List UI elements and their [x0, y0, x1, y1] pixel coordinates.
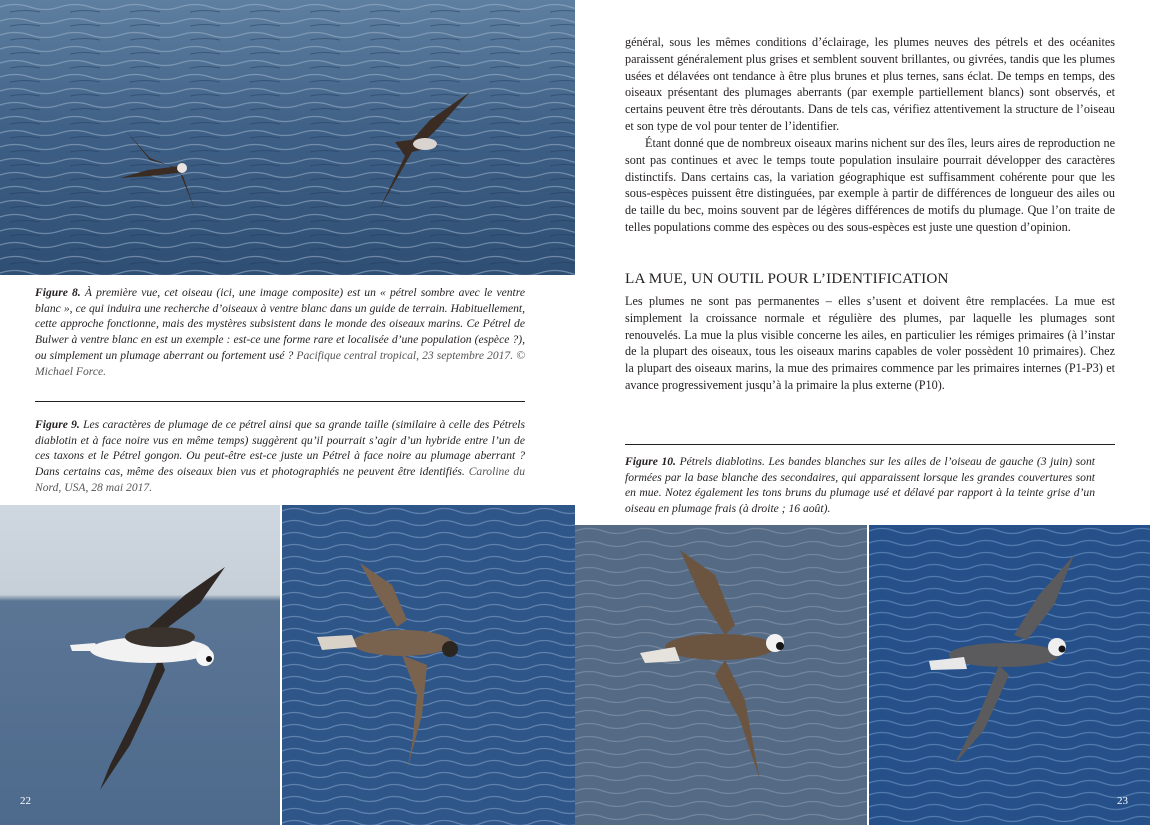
page-number-left: 22 — [20, 795, 31, 807]
divider-rule — [35, 401, 525, 402]
page-number-right: 23 — [1117, 795, 1128, 807]
figure-10-rule — [625, 444, 1115, 445]
figure-9-text: Les caractères de plumage de ce pétrel ainsi que sa grande taille (similaire à celle des Pétrels diablotin et à face noire vus en même temps) suggèrent qu’il pourrait s’agir d’un hybride entre l’un de ces taxons et le Pétrel gongon. Ou peut-être est-ce juste un Pétrel à face noire au plumage aberrant ? Dans certains cas, même des oiseaux bien vus et photographiés ne peuvent être identifiés. — [35, 418, 525, 479]
body-paragraph-3: Les plumes ne sont pas permanentes – elles s’usent et doivent être remplacées. La mue est simplement la croissance normale et régulière des plumes, par laquelle les plumages sont renouvelés. La mue la plus visible concerne les ailes, en particulier les rémiges primaires (à l’instar de la plupart des oiseaux, tous les oiseaux marins capables de voler possèdent 10 primaires). Chez la plupart des oiseaux marins, la mue des primaires commence par les primaires internes (P1-P3) et avance progressivement jusqu’à la primaire la plus externe (P10). — [625, 294, 1115, 392]
figure-10-photo-right — [869, 525, 1150, 825]
figure-9-credit: Caroline du Nord, USA, 28 mai 2017. — [35, 465, 525, 494]
body-paragraph-1: général, sous les mêmes conditions d’éclairage, les plumes neuves des pétrels et des océanites paraissent généralement plus grises et semblent souvent brillantes, ou givrées, tandis que les plumes usées et délavées ont tendance à être plus brunes et plus ternes, sans éclat. De temps en temps, des oiseaux présentant des plumages aberrants (par exemple partiellement blancs) sont observés, et certains peuvent être très déroutants. Dans de tels cas, vérifiez attentivement la structure de l’oiseau et son type de vol pour tenter de l’identifier. — [625, 35, 1115, 133]
figure-9-caption — [35, 417, 525, 496]
figure-8-caption — [35, 285, 525, 379]
section-heading: LA MUE, UN OUTIL POUR L’IDENTIFICATION — [625, 270, 949, 287]
right-page — [575, 0, 1150, 825]
figure-10-photo-left — [575, 525, 867, 825]
figure-9-label: Figure 9. — [35, 418, 80, 431]
figure-10-label: Figure 10. — [625, 455, 676, 468]
figure-10-caption — [625, 454, 1095, 517]
figure-10-text: Pétrels diablotins. Les bandes blanches sur les ailes de l’oiseau de gauche (3 juin) sont formées par la base blanche des secondaires, qui apparaissent lorsque les grandes couvertures sont en mue. Notez également les tons bruns du plumage usé et délavé par rapport à la teinte grise d’un oiseau en plumage frais (à droite ; 16 août). — [625, 455, 1096, 516]
figure-9-photo-left — [0, 505, 280, 825]
body-paragraph-2: Étant donné que de nombreux oiseaux marins nichent sur des îles, leurs aires de reproduction ne sont pas continues et avec le temps toute population insulaire pourrait développer des caractères distinctifs. Dans certains cas, la variation géographique est suffisamment cohérente pour que les sous-espèces puissent être distinguées, par exemple à partir de différences de longueur des ailes ou de taille du bec, moins souvent par de légères différences de motifs du plumage. Que l’on traite de telles populations comme des espèces ou des sous-espèces est juste une question d’opinion. — [625, 136, 1115, 234]
figure-8-label: Figure 8. — [35, 286, 81, 299]
figure-9-photo-right — [282, 505, 575, 825]
figure-8-photo — [0, 0, 575, 275]
figure-8-credit: Pacifique central tropical, 23 septembre 2017. © Michael Force. — [35, 348, 525, 378]
figure-8-text: À première vue, cet oiseau (ici, une image composite) est un « pétrel sombre avec le ventre blanc », ce qui induira une recherche d’oiseaux à ventre blanc dans un guide de terrain. Habituellement, cette approche fonctionne, mais des mystères subsistent dans le monde des oiseaux marins. Ce Pétrel de Bulwer à ventre blanc en est un exemple : est-ce une forme rare et localisée d’une population (espèce ?), ou simplement un plumage aberrant ou fortement usé ? — [35, 286, 526, 362]
